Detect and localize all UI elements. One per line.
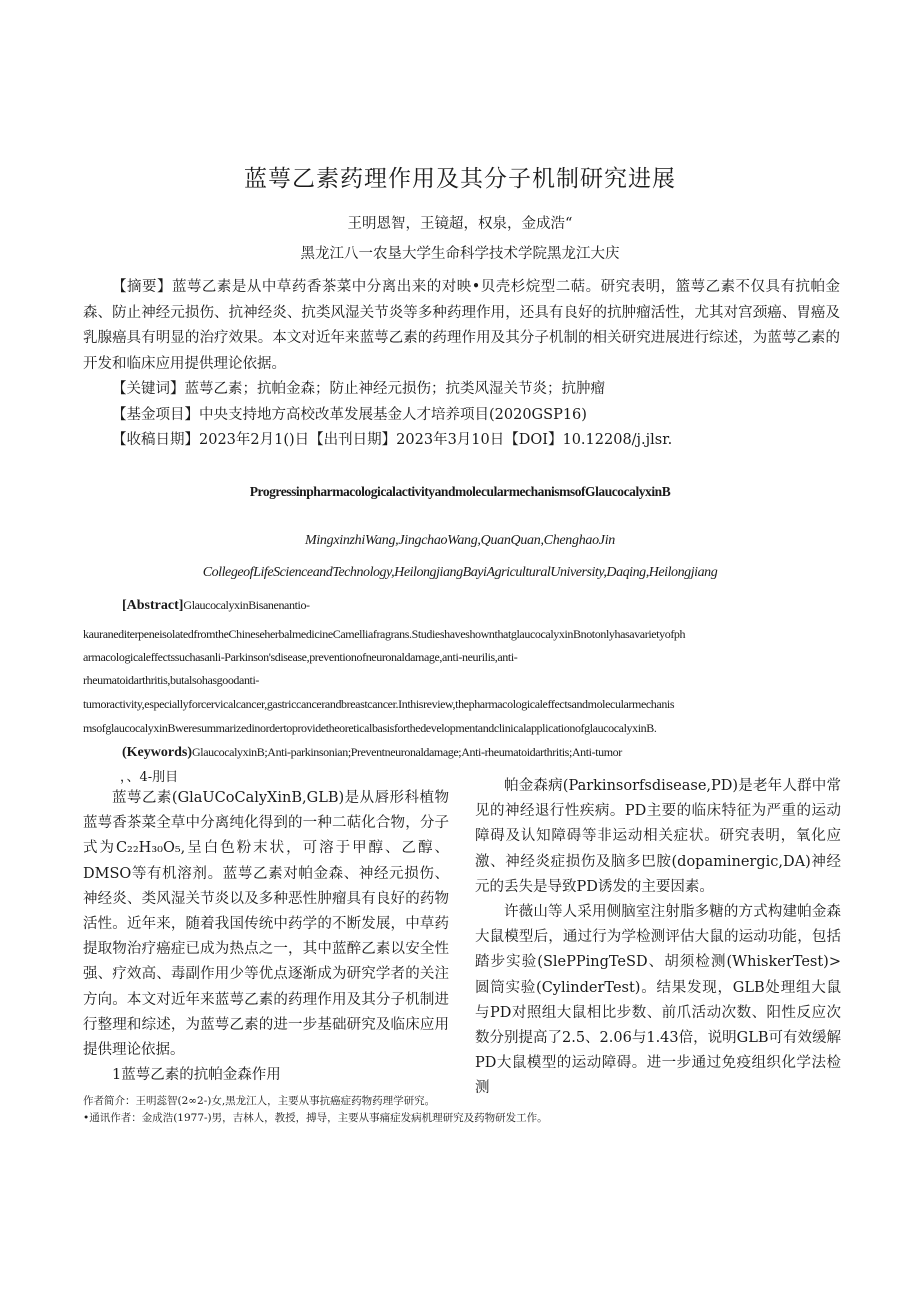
body-paragraph: 许薇山等人采用侧脑室注射脂多糖的方式构建帕金森大鼠模型后，通过行为学检测评估大鼠的运动功能，包括踏步实验(SlePPingTeSD、胡须检测(WhiskerTest)>圆筒实验(CylinderTest)。结果发现，GLB处理组大鼠与PD对照组大鼠相比步数、前爪活动次数、阳性反应次数分别提高了2.5、2.06与1.43倍，说明GLB可有效缓解PD大鼠模型的运动障碍。进一步通过免疫组织化学法检测 [475,904,841,1097]
section-heading: 1蓝萼乙素的抗帕金森作用 [112,1067,281,1084]
author-list: 王明恩智，王镜超，权泉，金成浩“ [347,216,573,232]
english-abstract-line: kauranediterpeneisolatedfromtheChineseherbalmedicineCamelliafragrans.StudieshaveshownthatglaucocalyxinBnotonlyhasavarietyofph [83,627,686,641]
right-column [475,774,841,1102]
affiliation: 黑龙江八一农垦大学生命科学技术学院黑龙江大庆 [300,246,620,262]
english-abstract-line: armacologicaleffectssuchasanli-Parkinson'sdisease,preventionofneuronaldamage,anti-neurilis,anti- [83,650,518,664]
corresponding-footnote: •通讯作者：金成浩(1977-)男，吉林人，教授，搏导，主要从事痛症发病机理研究及药物研发工作。 [83,1112,548,1124]
stray-heading-fragment: ，、4-刖目 [120,770,179,785]
english-abstract-line: tumoractivity,especiallyforcervicalcancer,gastriccancerandbreastcancer.Inthisreview,thepharmacologicaleffectsandmolecularmechanis [83,697,675,711]
english-keywords: (Keywords)GlaucocalyxinB;Anti-parkinsonian;Preventneuronaldamage;Anti-rheumatoidarthritis;Anti-tumor [122,745,622,760]
english-authors: MingxinzhiWang,JingchaoWang,QuanQuan,ChenghaoJin [304,533,616,548]
author-footnote: 作者简介：王明蕊智(2∞2-)女,黑龙江人，主要从事抗癌症药物药理学研究。 [83,1095,436,1107]
paper-title: 蓝萼乙素药理作用及其分子机制研究进展 [244,166,676,192]
english-abstract-label: [Abstract] [122,598,184,613]
english-keywords-label: (Keywords) [122,745,192,760]
dates-doi: 【收稿日期】2023年2月1()日【出刊日期】2023年3月10日【DOI】10.12208/j.jlsr. [112,432,673,448]
english-title: ProgressinpharmacologicalactivityandmolecularmechanismsofGlaucocalyxinB [249,484,671,499]
fund-project: 【基金项目】中央支持地方高校改革发展基金人才培养项目(2020GSP16) [112,407,587,423]
english-abstract-line: rheumatoidarthritis,butalsohasgoodanti- [83,673,260,687]
left-column [83,786,449,1088]
chinese-abstract: 【摘要】蓝萼乙素是从中草药香茶菜中分离出来的对映•贝壳杉烷型二萜。研究表明，篮萼乙素不仅具有抗帕金森、防止神经元损伤、抗神经炎、抗类风湿关节炎等多种药理作用，还具有良好的抗肿瘤活性，尤其对宫颈癌、胃癌及乳腺癌具有明显的治疗效果。本文对近年来蓝萼乙素的药理作用及其分子机制的相关研究进展进行综述，为蓝萼乙素的开发和临床应用提供理论依据。 [83,279,840,372]
chinese-keywords: 【关键词】蓝萼乙素；抗帕金森；防止神经元损伤；抗类风湿关节炎；抗肿瘤 [112,381,605,397]
english-affiliation: CollegeofLifeScienceandTechnology,HeilongjiangBayiAgriculturalUniversity,Daqing,Heilongjiang [202,565,718,580]
english-abstract-line: [Abstract]GlaucocalyxinBisanenantio- [122,598,310,613]
body-paragraph: 帕金森病(Parkinsorfsdisease,PD)是老年人群中常见的神经退行性疾病。PD主要的临床特征为严重的运动障碍及认知障碍等非运动相关症状。研究表明，氧化应激、神经炎症损伤及脑多巴胺(dopaminergic,DA)神经元的丢失是导致PD诱发的主要因素。 [475,778,841,895]
introduction-paragraph: 蓝萼乙素(GlaUCoCalyXinB,GLB)是从唇形科植物蓝萼香茶菜全草中分离纯化得到的一种二萜化合物，分子式为C₂₂H₃₀O₅,呈白色粉末状，可溶于甲醇、乙醇、DMSO等有机溶剂。蓝萼乙素对帕金森、神经元损伤、神经炎、类风湿关节炎以及多种恶性肿瘤具有良好的药物活性。近年来，随着我国传统中药学的不断发展，中草药提取物治疗癌症已成为热点之一，其中蓝醉乙素以安全性强、疗效高、毒副作用少等优点逐渐成为研究学者的关注方向。本文对近年来蓝萼乙素的药理作用及其分子机制进行整理和综述，为蓝萼乙素的进一步基础研究及临床应用提供理论依据。 [83,790,449,1059]
english-abstract-line: msofglaucocalyxinBweresummarizedinordertoprovidetheoreticalbasisforthedevelopmentandclinicalapplicationofglaucocalyxinB. [83,721,657,735]
